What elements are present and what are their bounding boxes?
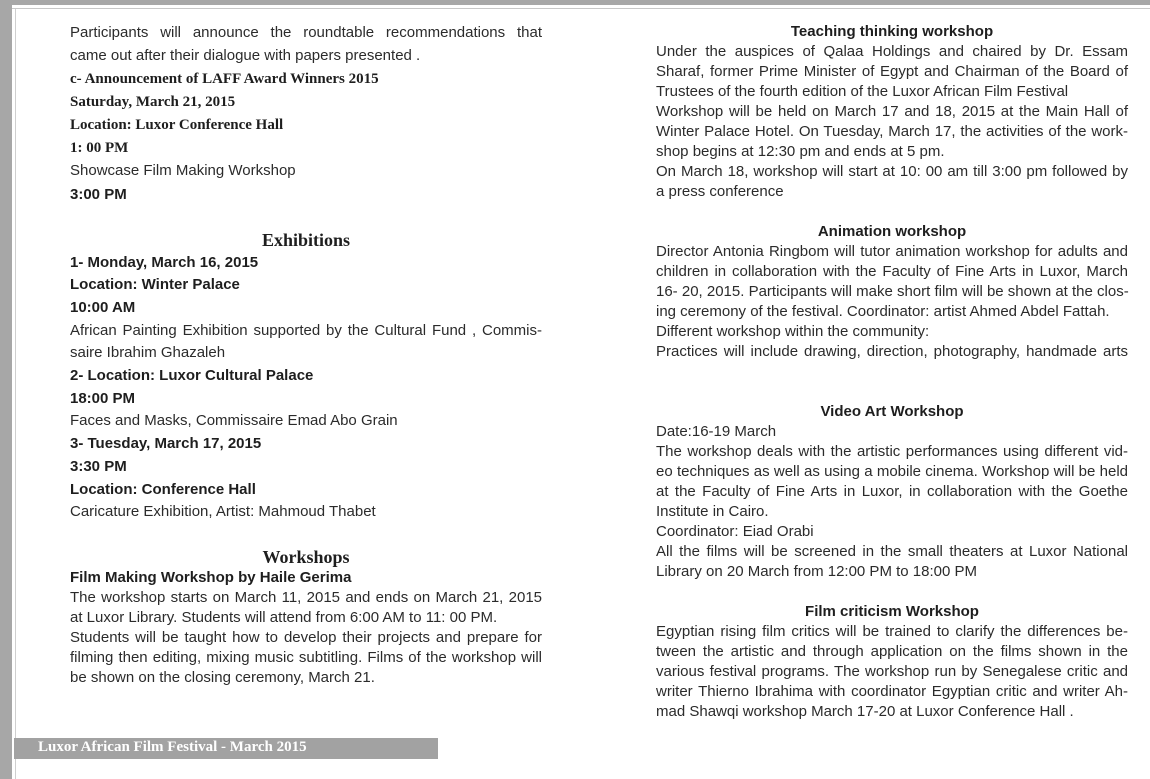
exhibition-date: 3- Tuesday, March 17, 2015 xyxy=(70,435,262,453)
exhibition-description: Caricature Exhibition, Artist: Mahmoud Thabet xyxy=(70,503,376,521)
exhibition-description: African Painting Exhibition supported by the Cultural Fund , Commis- xyxy=(70,321,542,339)
page-top-border xyxy=(0,0,1150,5)
film-criticism-workshop-heading: Film criticism Workshop xyxy=(805,603,979,620)
animation-workshop-body xyxy=(656,242,1128,362)
paragraph-line: 16- 20, 2015. Participants will make short film will be shown at the clos- xyxy=(656,283,1129,300)
paragraph-line: Students will be taught how to develop their projects and prepare for xyxy=(70,628,542,646)
film-criticism-workshop-body xyxy=(656,622,1128,722)
paragraph-line: The workshop deals with the artistic performances using different vid- xyxy=(656,443,1128,460)
laff-event: Showcase Film Making Workshop xyxy=(70,162,296,179)
exhibition-description: saire Ibrahim Ghazaleh xyxy=(70,344,226,362)
video-art-workshop-body xyxy=(656,422,1128,582)
exhibition-time: 3:30 PM xyxy=(70,457,127,475)
left-column xyxy=(70,22,542,688)
paragraph-line: Participants will announce the roundtable recommendations that xyxy=(70,24,542,41)
paragraph-line: at the Faculty of Fine Arts in Luxor, in collaboration with the Goethe xyxy=(656,483,1128,500)
paragraph-line: Date:16-19 March xyxy=(656,423,777,440)
paragraph-line: Under the auspices of Qalaa Holdings and chaired by Dr. Essam xyxy=(656,43,1128,60)
page-left-rule xyxy=(15,9,16,779)
paragraph-line: Institute in Cairo. xyxy=(656,503,769,520)
paragraph-line: Winter Palace Hotel. On Tuesday, March 17, the activities of the work- xyxy=(656,123,1128,140)
paragraph-line: Trustees of the fourth edition of the Luxor African Film Festival xyxy=(656,83,1069,100)
video-art-workshop-heading: Video Art Workshop xyxy=(820,403,964,420)
film-making-workshop-title: Film Making Workshop by Haile Gerima xyxy=(70,568,352,586)
exhibitions-list xyxy=(70,252,542,524)
laff-time: 1: 00 PM xyxy=(70,140,129,156)
paragraph-line: All the films will be screened in the small theaters at Luxor National xyxy=(656,543,1128,560)
paragraph-line: filming then editing, mixing music subtitling. Films of the workshop will xyxy=(70,648,542,666)
animation-workshop-heading: Animation workshop xyxy=(817,223,967,240)
film-making-workshop-body xyxy=(70,588,542,688)
exhibition-location: Location: Conference Hall xyxy=(70,480,256,498)
paragraph-line: various festival programs. The workshop run by Senegalese critic and xyxy=(656,663,1128,680)
paragraph-line: The workshop starts on March 11, 2015 and ends on March 21, 2015 xyxy=(70,588,542,606)
paragraph-line: at Luxor Library. Students will attend from 6:00 AM to 11: 00 PM. xyxy=(70,608,498,626)
teaching-workshop-body xyxy=(656,42,1128,202)
paragraph-line: Library on 20 March from 12:00 PM to 18:00 PM xyxy=(656,563,977,580)
paragraph-line: came out after their dialogue with papers presented . xyxy=(70,46,421,64)
paragraph-line: shop begins at 12:30 pm and ends at 5 pm. xyxy=(656,143,945,160)
exhibition-date: 1- Monday, March 16, 2015 xyxy=(70,253,259,271)
paragraph-line: Sharaf, former Prime Minister of Egypt and Chairman of the Board of xyxy=(656,63,1128,80)
paragraph-line: writer Thierno Ibrahima with coordinator Egyptian critic and writer Ah- xyxy=(656,683,1128,700)
exhibition-time: 10:00 AM xyxy=(70,298,136,316)
exhibition-location: 2- Location: Luxor Cultural Palace xyxy=(70,367,314,385)
footer-text: Luxor African Film Festival - March 2015 xyxy=(38,739,307,755)
exhibitions-heading: Exhibitions xyxy=(261,229,351,250)
laff-date: Saturday, March 21, 2015 xyxy=(70,94,236,110)
footer-band xyxy=(14,738,438,759)
workshops-heading: Workshops xyxy=(262,546,350,567)
paragraph-line: Practices will include drawing, direction, photography, handmade arts xyxy=(656,343,1128,360)
paragraph-line: Director Antonia Ringbom will tutor animation workshop for adults and xyxy=(656,243,1128,260)
right-column xyxy=(656,22,1128,722)
paragraph-line: children in collaboration with the Faculty of Fine Arts in Luxor, March xyxy=(656,263,1128,280)
paragraph-line: ing ceremony of the festival. Coordinator: artist Ahmed Abdel Fattah. xyxy=(656,303,1110,320)
paragraph-line: Egyptian rising film critics will be trained to clarify the differences be- xyxy=(656,623,1128,640)
paragraph-line: eo techniques as well as using a mobile cinema. Workshop will be held xyxy=(656,463,1128,480)
laff-section xyxy=(70,68,542,206)
paragraph-line: mad Shawqi workshop March 17-20 at Luxor Conference Hall . xyxy=(656,703,1074,720)
roundtable-paragraph xyxy=(70,22,542,67)
teaching-workshop-heading: Teaching thinking workshop xyxy=(790,23,994,40)
page-left-border xyxy=(0,0,12,779)
laff-location: Location: Luxor Conference Hall xyxy=(70,117,284,133)
paragraph-line: Coordinator: Eiad Orabi xyxy=(656,523,814,540)
exhibition-time: 18:00 PM xyxy=(70,389,136,407)
page-top-rule xyxy=(0,8,1150,9)
paragraph-line: be shown on the closing ceremony, March 21. xyxy=(70,668,375,686)
paragraph-line: tween the artistic and through application on the films shown in the xyxy=(656,643,1128,660)
paragraph-line: On March 18, workshop will start at 10: 00 am till 3:00 pm followed by xyxy=(656,163,1128,180)
exhibition-location: Location: Winter Palace xyxy=(70,276,240,294)
paragraph-line: Different workshop within the community: xyxy=(656,323,930,340)
laff-title: c- Announcement of LAFF Award Winners 2015 xyxy=(70,71,379,87)
exhibition-description: Faces and Masks, Commissaire Emad Abo Grain xyxy=(70,412,398,430)
paragraph-line: a press conference xyxy=(656,183,784,200)
paragraph-line: Workshop will be held on March 17 and 18, 2015 at the Main Hall of xyxy=(656,103,1128,120)
laff-end-time: 3:00 PM xyxy=(70,185,127,203)
